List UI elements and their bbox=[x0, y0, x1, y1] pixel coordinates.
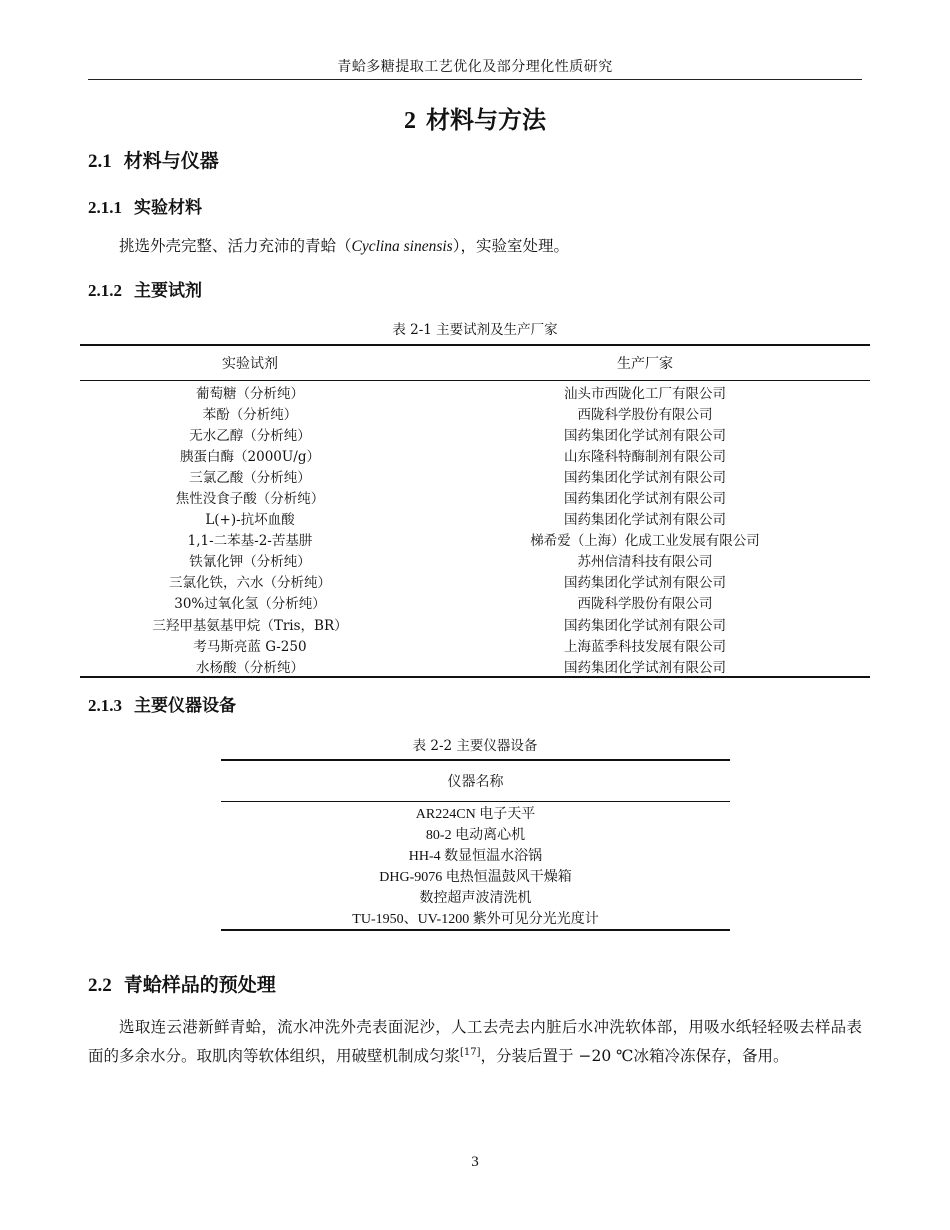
section-number: 2.1.3 bbox=[88, 696, 122, 715]
materials-paragraph bbox=[88, 233, 862, 260]
species-name: Cyclina sinensis bbox=[351, 238, 453, 255]
reagent-cell: 考马斯亮蓝 G-250 bbox=[193, 638, 307, 655]
column-header-instrument: 仪器名称 bbox=[221, 761, 730, 802]
chapter-number: 2 bbox=[404, 108, 416, 134]
page-number: 3 bbox=[471, 1154, 479, 1170]
section-2-1-3-heading bbox=[88, 691, 236, 716]
manufacturer-cell: 苏州信清科技有限公司 bbox=[577, 554, 713, 571]
section-2-1-1-heading bbox=[88, 193, 202, 218]
chapter-title-text: 材料与方法 bbox=[426, 106, 546, 134]
section-title: 主要仪器设备 bbox=[134, 696, 236, 716]
manufacturer-cell: 国药集团化学试剂有限公司 bbox=[564, 659, 726, 676]
section-number: 2.1 bbox=[88, 151, 112, 172]
manufacturer-cell: 梯希爱（上海）化成工业发展有限公司 bbox=[530, 533, 760, 550]
instruments-table bbox=[221, 759, 730, 931]
instrument-row: TU-1950、UV-1200 紫外可见分光光度计 bbox=[352, 912, 599, 928]
reagent-cell: 三羟甲基氨基甲烷（Tris，BR） bbox=[152, 617, 348, 634]
table-row bbox=[80, 423, 870, 444]
reagent-cell: 水杨酸（分析纯） bbox=[196, 659, 304, 676]
materials-text: 挑选外壳完整、活力充沛的青蛤（ bbox=[119, 237, 352, 255]
section-title: 材料与仪器 bbox=[123, 150, 219, 172]
instrument-row: HH-4 数显恒温水浴锅 bbox=[408, 848, 543, 864]
table-header-row bbox=[80, 346, 870, 381]
reagent-cell: 铁氰化钾（分析纯） bbox=[189, 554, 311, 571]
column-header-manufacturer: 生产厂家 bbox=[617, 356, 673, 372]
running-header: 青蛤多糖提取工艺优化及部分理化性质研究 bbox=[337, 59, 613, 75]
section-2-1-heading bbox=[88, 146, 219, 173]
table-body bbox=[221, 802, 730, 929]
materials-text-end: ），实验室处理。 bbox=[452, 237, 569, 255]
reagent-cell: 1,1-二苯基-2-苦基肼 bbox=[187, 533, 313, 550]
manufacturer-cell: 国药集团化学试剂有限公司 bbox=[564, 617, 726, 634]
column-header-reagent: 实验试剂 bbox=[222, 356, 278, 372]
instrument-row: DHG-9076 电热恒温鼓风干燥箱 bbox=[379, 869, 572, 885]
reagent-cell: 无水乙醇（分析纯） bbox=[189, 427, 311, 444]
section-2-1-2-heading bbox=[88, 276, 202, 301]
pretreatment-paragraph bbox=[88, 1014, 862, 1069]
table-row bbox=[80, 529, 870, 550]
citation: [17] bbox=[460, 1047, 481, 1058]
reagent-cell: L(+)-抗坏血酸 bbox=[205, 512, 295, 529]
reagent-cell: 三氯化铁，六水（分析纯） bbox=[169, 575, 331, 592]
section-2-2-heading bbox=[88, 970, 276, 997]
pretreatment-text: 选取连云港新鲜青蛤，流水冲洗外壳表面泥沙，人工去壳去内脏后水冲洗软体部，用吸水纸轻轻吸去样品表面的多余水分。取肌肉等软体组织，用破壁机制成匀浆 bbox=[88, 1018, 862, 1066]
table-row bbox=[80, 465, 870, 486]
manufacturer-cell: 汕头市西陇化工厂有限公司 bbox=[564, 385, 726, 402]
reagent-cell: 三氯乙酸（分析纯） bbox=[189, 469, 311, 486]
chapter-title bbox=[88, 100, 862, 135]
pretreatment-text-end: ，分装后置于 −20 ℃冰箱冷冻保存，备用。 bbox=[480, 1047, 789, 1066]
table-row bbox=[80, 592, 870, 613]
table-row bbox=[80, 571, 870, 592]
manufacturer-cell: 西陇科学股份有限公司 bbox=[577, 406, 713, 423]
instrument-row: AR224CN 电子天平 bbox=[415, 806, 536, 822]
table-row bbox=[80, 486, 870, 507]
table-row bbox=[80, 550, 870, 571]
reagent-cell: 胰蛋白酶（2000U/g） bbox=[180, 448, 320, 465]
table-row bbox=[80, 634, 870, 655]
instrument-row: 数控超声波清洗机 bbox=[419, 890, 532, 906]
reagents-table bbox=[80, 344, 870, 678]
manufacturer-cell: 西陇科学股份有限公司 bbox=[577, 596, 713, 613]
reagent-cell: 30%过氧化氢（分析纯） bbox=[174, 596, 326, 613]
reagent-cell: 苯酚（分析纯） bbox=[202, 406, 298, 423]
manufacturer-cell: 山东隆科特酶制剂有限公司 bbox=[564, 448, 726, 465]
manufacturer-cell: 国药集团化学试剂有限公司 bbox=[564, 512, 726, 529]
section-number: 2.1.1 bbox=[88, 198, 122, 217]
section-title: 青蛤样品的预处理 bbox=[123, 974, 276, 996]
table-body bbox=[80, 381, 870, 676]
section-number: 2.2 bbox=[88, 975, 112, 996]
manufacturer-cell: 国药集团化学试剂有限公司 bbox=[564, 575, 726, 592]
reagent-cell: 葡萄糖（分析纯） bbox=[196, 385, 304, 402]
section-title: 实验材料 bbox=[134, 198, 202, 218]
manufacturer-cell: 上海蓝季科技发展有限公司 bbox=[564, 638, 726, 655]
table-row bbox=[80, 381, 870, 402]
manufacturer-cell: 国药集团化学试剂有限公司 bbox=[564, 491, 726, 508]
header-rule bbox=[88, 79, 862, 80]
manufacturer-cell: 国药集团化学试剂有限公司 bbox=[564, 427, 726, 444]
table-2-1-caption: 表 2-1 主要试剂及生产厂家 bbox=[392, 322, 558, 338]
manufacturer-cell: 国药集团化学试剂有限公司 bbox=[564, 469, 726, 486]
section-number: 2.1.2 bbox=[88, 281, 122, 300]
table-row bbox=[80, 402, 870, 423]
section-title: 主要试剂 bbox=[134, 281, 202, 301]
table-2-2-caption: 表 2-2 主要仪器设备 bbox=[412, 738, 538, 754]
table-row bbox=[80, 444, 870, 465]
table-row bbox=[80, 655, 870, 676]
table-row bbox=[80, 508, 870, 529]
table-row bbox=[80, 613, 870, 634]
instrument-row: 80-2 电动离心机 bbox=[425, 827, 526, 843]
reagent-cell: 焦性没食子酸（分析纯） bbox=[175, 491, 325, 508]
